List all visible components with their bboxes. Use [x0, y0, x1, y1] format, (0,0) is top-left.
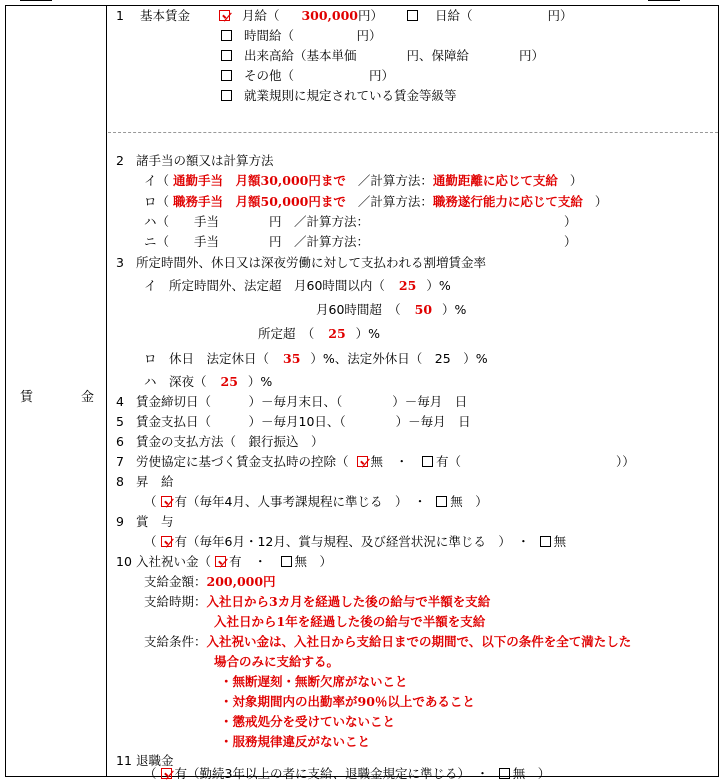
raise-no-checkbox[interactable]	[436, 496, 447, 507]
paren-open: （	[144, 766, 157, 781]
sec10-title: 入社祝い金（	[136, 554, 212, 569]
condition-item-text: ・無断遅刻・無断欠席がないこと	[220, 674, 408, 689]
sec7-row	[116, 452, 635, 472]
amount-value: 200,000円	[206, 574, 276, 589]
condition-item-text: ・服務規律違反がないこと	[220, 734, 371, 749]
sec3-title-row	[116, 253, 486, 273]
pct-text: ）%	[355, 326, 381, 341]
overtime-row-2	[316, 300, 466, 320]
sec7-number: 7	[116, 454, 124, 469]
paren-open: （	[144, 534, 157, 549]
allowance-row-ha	[144, 212, 577, 232]
holiday-row	[144, 349, 488, 369]
monthly-checkbox[interactable]	[219, 10, 230, 21]
sec9-title: 賞 与	[136, 514, 174, 529]
sec4-row	[116, 392, 467, 412]
allowance-method: 通勤距離に応じて支給	[432, 173, 558, 188]
piece-checkbox[interactable]	[221, 50, 232, 61]
overtime-rate: 50	[414, 302, 433, 317]
sec2-title-row	[116, 151, 274, 171]
payday-text: 賃金支払日（ ）－毎月10日、（ ）－毎月 日	[136, 414, 471, 429]
allowance-prefix: ハ（ 手当 円 ／計算方法：	[144, 214, 370, 229]
sec3-number: 3	[116, 255, 124, 270]
allowance-mid: ／計算方法：	[357, 173, 433, 188]
sec10-title-row	[116, 552, 332, 572]
condition-item	[220, 692, 475, 712]
retirement-yes-checkbox[interactable]	[161, 768, 172, 779]
other-label: その他（ 円）	[243, 68, 394, 83]
timing-row-2	[214, 612, 485, 632]
allowance-end: ）	[569, 173, 583, 188]
allowance-row-ni	[144, 232, 577, 252]
condition-row-2	[214, 652, 339, 672]
sec8-title-row	[116, 472, 174, 492]
sec1-row-piece	[221, 46, 544, 66]
condition-text: 入社祝い金は、入社日から支給日までの期間で、以下の条件を全て満たした	[206, 634, 632, 649]
pct-text: ）%	[426, 278, 451, 293]
rules-checkbox[interactable]	[221, 90, 232, 101]
monthly-salary-value: 300,000	[301, 8, 358, 23]
deduction-label: 労使協定に基づく賃金支払時の控除（	[136, 454, 349, 469]
allowance-end: ）	[594, 194, 608, 209]
bonus-no-label: 無	[553, 534, 567, 549]
raise-row	[144, 492, 488, 512]
condition-item	[220, 672, 408, 692]
label-char-2: 金	[81, 390, 95, 405]
condition-text: 場合のみに支給する。	[214, 654, 340, 669]
closing-date-text: 賃金締切日（ ）－毎月末日、（ ）－毎月 日	[136, 394, 468, 409]
allowance-row-ro	[144, 192, 607, 212]
night-label: ハ 深夜（	[144, 374, 207, 389]
wage-table	[5, 5, 719, 781]
sec1-number: 1	[116, 8, 124, 23]
overtime-rate: 25	[398, 278, 417, 293]
raise-yes-checkbox[interactable]	[161, 496, 172, 507]
condition-item	[220, 732, 370, 752]
hourly-label: 時間給（ 円）	[243, 28, 382, 43]
sec8-number: 8	[116, 474, 124, 489]
sec8-title: 昇 給	[136, 474, 174, 489]
sec10-number: 10	[116, 554, 132, 569]
joining-bonus-no-label: 無 ）	[294, 554, 333, 569]
content-cell	[108, 6, 718, 781]
allowance-prefix: ニ（ 手当 円 ／計算方法：	[144, 234, 370, 249]
holiday-label: ロ 休日 法定休日（	[144, 351, 270, 366]
sec1-title: 基本賃金	[139, 8, 190, 23]
hourly-checkbox[interactable]	[221, 30, 232, 41]
retirement-no-checkbox[interactable]	[499, 768, 510, 779]
sec1-row-monthly	[116, 6, 573, 26]
timing-row-1	[144, 592, 490, 612]
monthly-label: 月給（	[241, 8, 280, 23]
allowance-name: 職務手当 月額50,000円まで	[173, 194, 346, 209]
retirement-row	[144, 768, 550, 780]
allowance-name: 通勤手当 月額30,000円まで	[173, 173, 346, 188]
condition-row-1	[144, 632, 631, 652]
deduction-yes-checkbox[interactable]	[422, 456, 433, 467]
sec1-row-hourly	[221, 26, 382, 46]
allowance-mid: ／計算方法：	[357, 194, 433, 209]
pct-text: ）%	[442, 302, 467, 317]
condition-item	[220, 712, 395, 732]
sec1-row-other	[221, 66, 394, 86]
sec5-row	[116, 412, 471, 432]
piece-label: 出来高給（基本単価 円、保障給 円）	[243, 48, 544, 63]
allowance-method: 職務遂行能力に応じて支給	[432, 194, 583, 209]
sec3-title: 所定時間外、休日又は深夜労働に対して支払われる割増賃金率	[136, 255, 487, 270]
payment-method-text: 賃金の支払方法（ 銀行振込 ）	[136, 434, 324, 449]
amount-row	[144, 572, 276, 592]
bonus-yes-checkbox[interactable]	[161, 536, 172, 547]
raise-yes-label: 有（毎年4月、人事考課規程に準じる ） ・	[174, 494, 427, 509]
joining-bonus-yes-label: 有 ・	[229, 554, 267, 569]
sec4-number: 4	[116, 394, 124, 409]
pct-text: ）%	[247, 374, 273, 389]
sec5-number: 5	[116, 414, 124, 429]
overtime-row-3	[258, 324, 380, 344]
label-column	[6, 6, 107, 776]
timing-label: 支給時期：	[144, 594, 207, 609]
allowance-end: ）	[564, 234, 577, 249]
overtime-label: 月60時間超 （	[316, 302, 401, 317]
allowance-prefix: イ（	[144, 173, 170, 188]
sec6-row	[116, 432, 324, 452]
bonus-no-checkbox[interactable]	[540, 536, 551, 547]
other-checkbox[interactable]	[221, 70, 232, 81]
top-rule-right	[648, 0, 680, 1]
rules-label: 就業規則に規定されている賃金等級等	[243, 88, 457, 103]
holiday-rest: ）%、法定外休日（ 25 ）%	[310, 351, 488, 366]
bonus-yes-label: 有（毎年6月・12月、賞与規程、及び経営状況に準じる ） ・	[174, 534, 530, 549]
deduction-none-label: 無 ・	[370, 454, 409, 469]
allowance-row-i	[144, 171, 582, 191]
daily-checkbox[interactable]	[407, 10, 418, 21]
daily-label: 日給（ 円）	[434, 8, 573, 23]
allowance-prefix: ロ（	[144, 194, 170, 209]
bonus-row	[144, 532, 566, 552]
allowance-end: ）	[564, 214, 577, 229]
timing-text: 入社日から3カ月を経過した後の給与で半額を支給	[206, 594, 491, 609]
holiday-rate: 35	[283, 351, 301, 366]
raise-no-label: 無 ）	[450, 494, 488, 509]
overtime-label: 所定超 （	[258, 326, 315, 341]
amount-label: 支給金額：	[144, 574, 207, 589]
paren-open: （	[144, 494, 157, 509]
sec1-row-rules	[221, 86, 457, 106]
sec9-title-row	[116, 512, 174, 532]
sec2-number: 2	[116, 153, 124, 168]
overtime-label: イ 所定時間外、法定超 月60時間以内（	[144, 278, 385, 293]
night-rate: 25	[220, 374, 238, 389]
sec11-title: 退職金	[136, 753, 174, 768]
sec2-title: 諸手当の額又は計算方法	[136, 153, 274, 168]
overtime-row-1	[144, 276, 451, 296]
deduction-end: ））	[616, 454, 635, 469]
retirement-no-label: 無 ）	[512, 766, 551, 781]
condition-item-text: ・対象期間内の出勤率が90％以上であること	[220, 694, 475, 709]
timing-text: 入社日から1年を経過した後の給与で半額を支給	[214, 614, 486, 629]
top-rule-left	[20, 0, 52, 1]
night-row	[144, 372, 272, 392]
condition-label: 支給条件：	[144, 634, 207, 649]
condition-item-text: ・懲戒処分を受けていないこと	[220, 714, 396, 729]
sec6-number: 6	[116, 434, 124, 449]
deduction-yes-label: 有（	[436, 454, 462, 469]
monthly-suffix: 円）	[358, 8, 384, 23]
deduction-none-checkbox[interactable]	[357, 456, 368, 467]
sec11-number: 11	[116, 753, 132, 768]
joining-bonus-yes-checkbox[interactable]	[215, 556, 226, 567]
retirement-yes-label: 有（勤続3年以上の者に支給、退職金規定に準じる） ・	[174, 766, 489, 781]
joining-bonus-no-checkbox[interactable]	[281, 556, 292, 567]
sec9-number: 9	[116, 514, 124, 529]
label-char-1: 賃	[20, 390, 34, 405]
overtime-rate: 25	[328, 326, 346, 341]
